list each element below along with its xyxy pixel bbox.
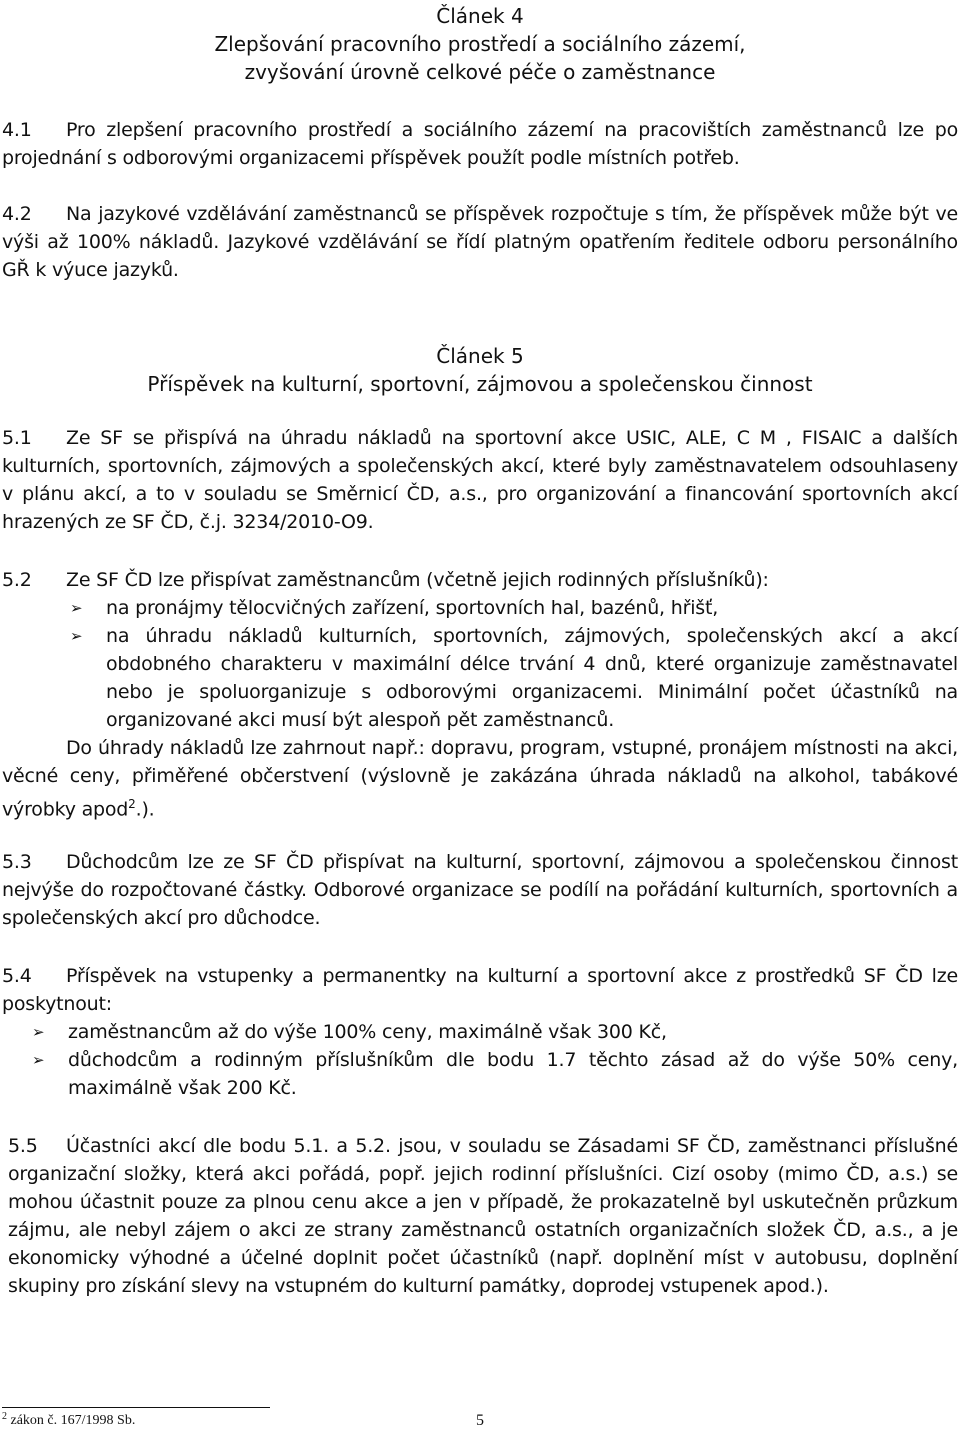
paragraph-number: 5.3	[2, 851, 32, 873]
footnote-text: zákon č. 167/1998 Sb.	[10, 1413, 136, 1428]
list-item: ➢ zaměstnancům až do výše 100% ceny, maximálně však 300 Kč,	[68, 1018, 958, 1046]
list-item: ➢ důchodcům a rodinným příslušníkům dle bodu 1.7 těchto zásad až do výše 50% ceny, maximálně však 200 Kč.	[68, 1046, 958, 1102]
list-item: ➢ na pronájmy tělocvičných zařízení, sportovních hal, bazénů, hřišť,	[106, 594, 958, 622]
article-5-heading: Článek 5	[436, 344, 524, 368]
page-number: 5	[476, 1412, 484, 1429]
article-4-heading: Článek 4	[436, 4, 524, 28]
footnote-mark: 2	[2, 1411, 7, 1422]
paragraph-text: Příspěvek na vstupenky a permanentky na kulturní a sportovní akce z prostředků SF ČD lze poskytnout:	[2, 965, 958, 1015]
paragraph-number: 5.5	[8, 1135, 38, 1157]
paragraph-5-2	[2, 566, 958, 594]
paragraph-text: Na jazykové vzdělávání zaměstnanců se příspěvek rozpočtuje s tím, že příspěvek může být ve výši až 100% nákladů. Jazykové vzdělávání se řídí platným opatřením ředitele odboru personálního GŘ k výuce jazyků.	[2, 203, 958, 281]
paragraph-5-4	[2, 962, 958, 1018]
paragraph-text: Ze SF se přispívá na úhradu nákladů na sportovní akce USIC, ALE, C M , FISAIC a dalších kulturních, sportovních, zájmových a společenských akcí, které byly zaměstnavatelem odsouhlaseny v plánu akcí, a to v souladu se Směrnicí ČD, a.s., pro organizování a financování sportovních akcí hrazených ze SF ČD, č.j. 3234/2010-O9.	[2, 427, 958, 533]
footnote-divider	[2, 1407, 270, 1408]
article-5-title: Příspěvek na kulturní, sportovní, zájmovou a společenskou činnost	[147, 372, 813, 396]
arrow-bullet-icon: ➢	[70, 627, 83, 645]
paragraph-5-3	[2, 848, 958, 932]
paragraph-text: Důchodcům lze ze SF ČD přispívat na kulturní, sportovní, zájmovou a společenskou činnost nejvýše do rozpočtované částky. Odborové organizace se podílí na pořádání kulturních, sportovních a společenských akcí pro důchodce.	[2, 851, 958, 929]
article-4-title-line-2: zvyšování úrovně celkové péče o zaměstnance	[244, 60, 716, 84]
paragraph-5-1	[2, 424, 958, 536]
list-item: ➢ na úhradu nákladů kulturních, sportovních, zájmových, společenských akcí a akcí obdobného charakteru v maximální délce trvání 4 dnů, které organizuje zaměstnavatel nebo je spoluorganizuje s odborovými organizacemi. Minimální počet účastníků na organizované akci musí být alespoň pět zaměstnanců.	[106, 622, 958, 734]
paragraph-5-4-bullet-list	[32, 1018, 958, 1102]
paragraph-text: Účastníci akcí dle bodu 5.1. a 5.2. jsou, v souladu se Zásadami SF ČD, zaměstnanci příslušné organizační složky, která akci pořádá, popř. jejich rodinní příslušníci. Cizí osoby (mimo ČD, a.s.) se mohou účastnit pouze za plnou cenu akce a jen v případě, že prokazatelně byl uskutečněn průzkum zájmu, ale nebyl zájem o akci ze strany zaměstnanců ostatních organizačních složek ČD, a.s., a je ekonomicky výhodné a účelné doplnit počet účastníků (např. doplnění míst v autobusu, doplnění skupiny pro získání slevy na vstupném do kulturní památky, doprodej vstupenek apod.).	[8, 1135, 958, 1297]
paragraph-number: 5.2	[2, 569, 32, 591]
arrow-bullet-icon: ➢	[32, 1023, 45, 1041]
paragraph-number: 4.2	[2, 203, 32, 225]
paragraph-5-5	[8, 1132, 958, 1300]
footnote-reference: 2	[128, 797, 136, 811]
paragraph-5-2-bullet-list	[70, 594, 958, 734]
paragraph-4-2	[2, 200, 958, 284]
paragraph-4-1	[2, 116, 958, 172]
paragraph-number: 5.4	[2, 965, 32, 987]
paragraph-text: Do úhrady nákladů lze zahrnout např.: dopravu, program, vstupné, pronájem místnosti na akci, věcné ceny, přiměřené občerstvení (výslovně je zakázána úhrada nákladů na alkohol, tabákové výrobky apod	[2, 737, 958, 821]
paragraph-5-2-continuation: Do úhrady nákladů lze zahrnout např.: dopravu, program, vstupné, pronájem místnosti na akci, věcné ceny, přiměřené občerstvení (výslovně je zakázána úhrada nákladů na alkohol, tabákové výrobky apod$^2$.).	[2, 737, 958, 821]
paragraph-number: 5.1	[2, 427, 32, 449]
arrow-bullet-icon: ➢	[32, 1051, 45, 1069]
paragraph-number: 4.1	[2, 119, 32, 141]
arrow-bullet-icon: ➢	[70, 599, 83, 617]
article-4-title-line-1: Zlepšování pracovního prostředí a sociálního zázemí,	[214, 32, 746, 56]
paragraph-text: Pro zlepšení pracovního prostředí a sociálního zázemí na pracovištích zaměstnanců lze po projednání s odborovými organizacemi příspěvek použít podle místních potřeb.	[2, 119, 958, 169]
paragraph-text: Ze SF ČD lze přispívat zaměstnancům (včetně jejich rodinných příslušníků):	[66, 569, 769, 591]
